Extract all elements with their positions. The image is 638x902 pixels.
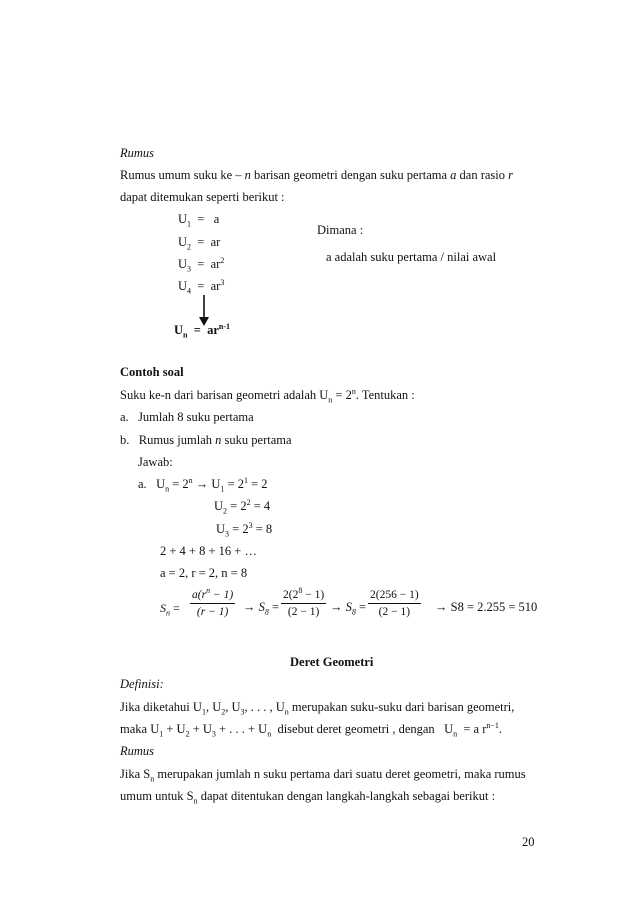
dimana-label: Dimana : bbox=[317, 223, 364, 237]
sn-symbol: $S_n$ = bbox=[160, 601, 180, 618]
right-arrow-icon: → bbox=[435, 600, 448, 614]
arrow-1: → $S_8$ = bbox=[243, 600, 280, 617]
answer-line-2: $U_2 = 2^2 = 4$ bbox=[214, 497, 271, 516]
page-number: 20 bbox=[522, 835, 535, 849]
intro-line-2: dapat ditemukan seperti berikut : bbox=[120, 190, 285, 204]
arrow-2: → $S_8$ = bbox=[330, 600, 367, 617]
closing-line-2: umum untuk $S_n$ dapat ditentukan dengan langkah-langkah sebagai berikut : bbox=[120, 789, 496, 806]
jawab-label: Jawab: bbox=[138, 455, 173, 469]
fraction-s8-value: $\frac{2(256 - 1)}{(2 - 1)}$ bbox=[370, 589, 419, 618]
fraction-general: $\frac{a(r^n - 1)}{(r - 1)}$ bbox=[192, 586, 234, 618]
sn-result: → S8 = 2.255 = 510 bbox=[435, 600, 538, 614]
right-arrow-icon: → bbox=[195, 477, 209, 491]
series-line: 2 + 4 + 8 + 16 + … bbox=[160, 544, 257, 558]
term-u4: $U_4 = ar^3$ bbox=[178, 277, 225, 296]
rumus-label-2: Rumus bbox=[120, 744, 155, 758]
rumus-label: Rumus bbox=[120, 146, 155, 160]
right-arrow-icon: → bbox=[330, 600, 343, 614]
right-arrow-icon: → bbox=[243, 600, 256, 614]
contoh-title: Contoh soal bbox=[120, 365, 184, 379]
definisi-line-2: maka $U_1 + U_2 + U_3$ + . . . + $U_n$ disebut deret geometri , dengan $U_n = a$ $r^{n-1}$. bbox=[120, 720, 502, 739]
definisi-label: Definisi: bbox=[120, 677, 164, 691]
soal-line: Suku ke-n dari barisan geometri adalah $U_n = 2^n$. Tentukan : bbox=[120, 386, 415, 405]
dimana-text: a adalah suku pertama / nilai awal bbox=[326, 250, 497, 264]
answer-line-1: a. $U_n = 2^n \to U_1 = 2^1 = 2$ bbox=[138, 475, 268, 494]
answer-line-3: $U_3 = 2^3 = 8$ bbox=[216, 520, 273, 539]
term-u2: $U_2$ = ar bbox=[178, 235, 221, 252]
closing-line-1: Jika $S_n$ merupakan jumlah n suku pertama dari suatu deret geometri, maka rumus bbox=[120, 767, 526, 784]
term-u1: $U_1$ = a bbox=[178, 212, 220, 229]
item-b: b. Rumus jumlah n suku pertama bbox=[120, 433, 292, 447]
fraction-s8: $\frac{2(2^8 - 1)}{(2 - 1)}$ bbox=[283, 586, 325, 618]
item-a: a. Jumlah 8 suku pertama bbox=[120, 410, 254, 424]
term-u3: $U_3 = ar^2$ bbox=[178, 255, 225, 274]
deret-title: Deret Geometri bbox=[290, 655, 374, 669]
un-formula: $U_n = ar^{n-1}$ bbox=[174, 321, 231, 340]
definisi-line-1: Jika diketahui $U_1$, $U_2$, $U_3$, . . . , $U_n$ merupakan suku-suku dari barisan geometri, bbox=[120, 700, 515, 717]
params-line: a = 2, r = 2, n = 8 bbox=[160, 566, 248, 580]
intro-line-1: Rumus umum suku ke – n barisan geometri dengan suku pertama a dan rasio r bbox=[120, 168, 514, 182]
